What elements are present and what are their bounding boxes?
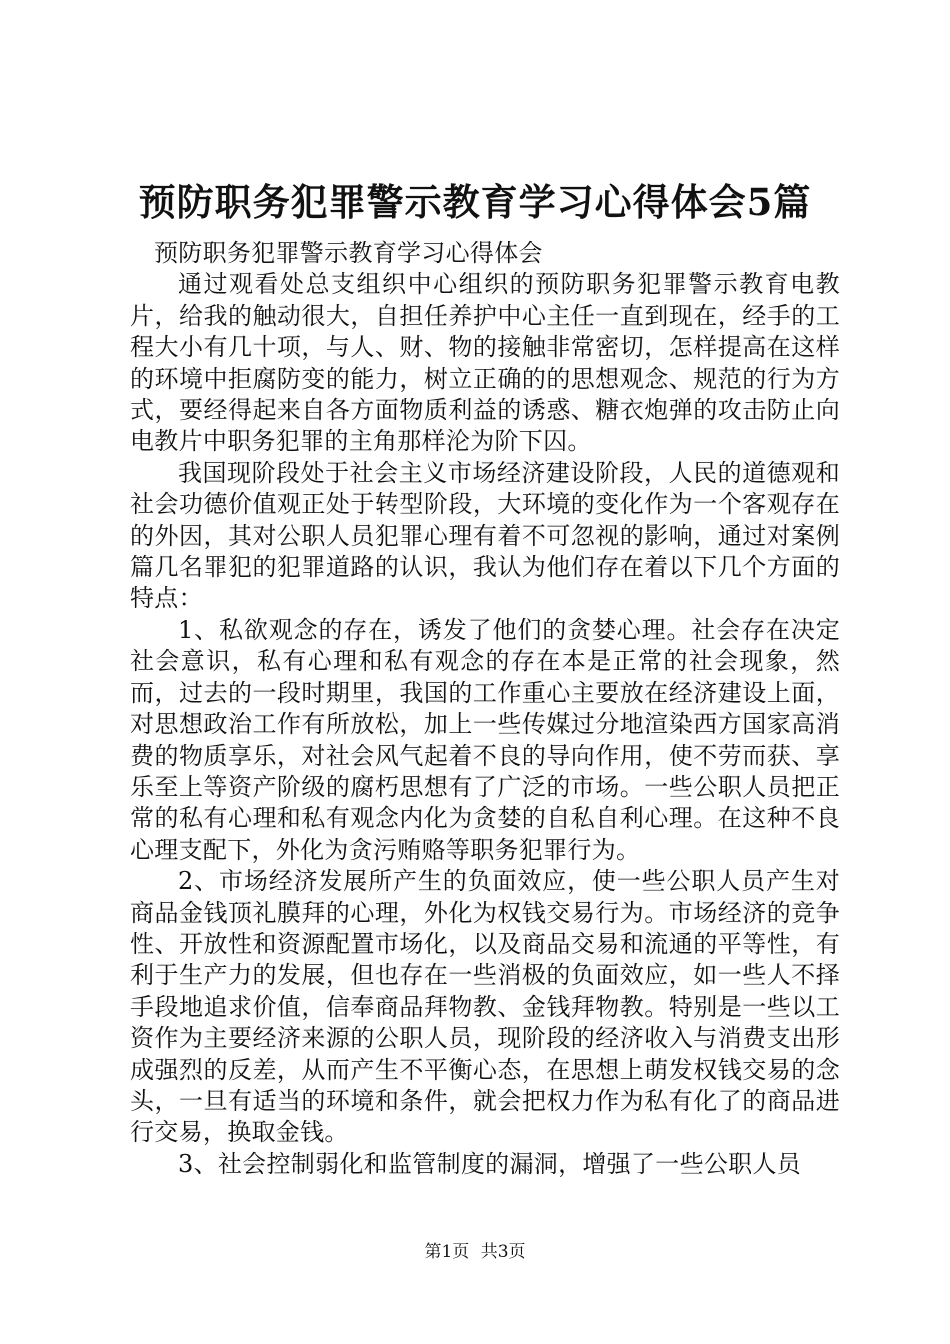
paragraph-point-2: 2、市场经济发展所产生的负面效应，使一些公职人员产生对商品金钱顶礼膜拜的心理，外化为权钱交易行为。市场经济的竞争性、开放性和资源配置市场化，以及商品交易和流通的平等性，有利于生产力的发展，但也存在一些消极的负面效应，如一些人不择手段地追求价值，信奉商品拜物教、金钱拜物教。特别是一些以工资作为主要经济来源的公职人员，现阶段的经济收入与消费支出形成强烈的反差，从而产生不平衡心态，在思想上萌发权钱交易的念头，一旦有适当的环境和条件，就会把权力作为私有化了的商品进行交易，换取金钱。 [130,867,840,1147]
paragraph-background: 我国现阶段处于社会主义市场经济建设阶段，人民的道德观和社会功德价值观正处于转型阶段，大环境的变化作为一个客观存在的外因，其对公职人员犯罪心理有着不可忽视的影响，通过对案例篇几名罪犯的犯罪道路的认识，我认为他们存在着以下几个方面的特点： [130,458,840,613]
document-subtitle: 预防职务犯罪警示教育学习心得体会 [154,239,543,267]
document-body [130,238,840,1180]
paragraph-point-1: 1、私欲观念的存在，诱发了他们的贪婪心理。社会存在决定社会意识，私有心理和私有观念的存在本是正常的社会现象，然而，过去的一段时期里，我国的工作重心主要放在经济建设上面，对思想政治工作有所放松，加上一些传媒过分地渲染西方国家高消费的物质享乐，对社会风气起着不良的导向作用，使不劳而获、享乐至上等资产阶级的腐朽思想有了广泛的市场。一些公职人员把正常的私有心理和私有观念内化为贪婪的自私自利心理。在这种不良心理支配下，外化为贪污贿赂等职务犯罪行为。 [130,615,840,864]
page-footer [0,1242,950,1262]
paragraph-point-3: 3、社会控制弱化和监管制度的漏洞，增强了一些公职人员 [178,1149,802,1178]
page-number: 第1页 [424,1242,470,1262]
page-total: 共3页 [480,1242,526,1262]
document-title: 预防职务犯罪警示教育学习心得体会5篇 [138,180,812,224]
paragraph-intro: 通过观看处总支组织中心组织的预防职务犯罪警示教育电教片，给我的触动很大，自担任养护中心主任一直到现在，经手的工程大小有几十项，与人、财、物的接触非常密切，怎样提高在这样的环境中拒腐防变的能力，树立正确的的思想观念、规范的行为方式，要经得起来自各方面物质利益的诱惑、糖衣炮弹的攻击防止向电教片中职务犯罪的主角那样沦为阶下囚。 [130,270,840,456]
